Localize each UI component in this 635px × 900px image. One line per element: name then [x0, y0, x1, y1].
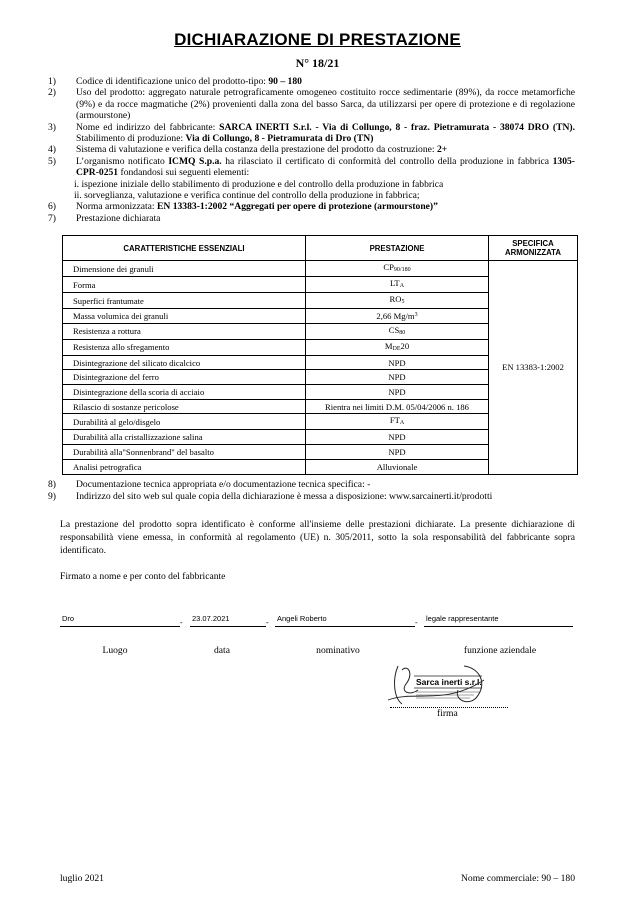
declaration-item	[60, 190, 575, 201]
item-text: fondandosi sui seguenti elementi:	[118, 167, 250, 179]
item-text: 1305-CPR-0251	[76, 155, 575, 179]
performance-subscript: 90/180	[393, 267, 411, 273]
performance-value-suffix: 20	[400, 340, 410, 351]
item-text: Stabilimento di produzione:	[76, 133, 186, 145]
performance-table	[62, 235, 578, 475]
name-field: Angeli Roberto	[275, 614, 415, 627]
performance-value: 2,66 Mg/m	[376, 311, 415, 322]
characteristic-cell: Dimensione dei granuli	[63, 261, 306, 277]
company-stamp-signature	[384, 660, 494, 708]
item-number: 4)	[48, 144, 56, 156]
signature-caption: firma	[437, 708, 458, 719]
caption-role: funzione aziendale	[463, 645, 537, 656]
role-field: legale rappresentante	[424, 614, 573, 627]
declaration-item	[48, 155, 575, 179]
table-row	[63, 261, 578, 277]
item-text: i. ispezione iniziale dello stabilimento di produzione e del controllo della produzione in fabbrica	[74, 178, 444, 190]
item-text: ha rilasciato il certificato di conformità del controllo della produzione in fabbrica	[221, 155, 553, 167]
declaration-items-2	[48, 479, 575, 503]
item-text: Uso del prodotto: aggregato naturale petrograficamente omogeneo costituito rocce sedimentarie (89%), da rocce metamorfiche (9%) e da rocce magmatiche (2%) provenienti dalla zona del basso Sarca, da utilizzarsi per opere di protezione e di regolazione (armourstone)	[76, 87, 575, 122]
place-field: Dro	[60, 614, 180, 627]
stamp-text: Sarca inerti s.r.l.	[416, 677, 482, 687]
item-number: 6)	[48, 201, 56, 213]
declaration-item	[48, 212, 575, 224]
declaration-item	[48, 76, 575, 87]
performance-cell	[306, 309, 489, 324]
performance-value: RO	[389, 294, 402, 304]
item-text: Indirizzo del sito web sul quale copia della dichiarazione è messa a disposizione: www.sarcainerti.it/prodotti	[76, 491, 493, 502]
signed-by-label: Firmato a nome e per conto del fabbricante	[60, 571, 226, 582]
characteristic-cell: Disintegrazione della scoria di acciaio	[63, 385, 306, 400]
performance-value: NPD	[388, 446, 406, 457]
document-title: DICHIARAZIONE DI PRESTAZIONE	[174, 30, 461, 49]
characteristic-cell: Superfici frantumate	[63, 293, 306, 309]
caption-place: Luogo	[102, 645, 128, 656]
header-characteristics: CARATTERISTICHE ESSENZIALI	[63, 236, 306, 261]
item-text: EN 13383-1:2002 “Aggregati per opere di protezione (armourstone)”	[156, 201, 438, 213]
declaration-number: N° 18/21	[295, 56, 340, 70]
performance-value: Rientra nei limiti D.M. 05/04/2006 n. 186	[325, 401, 469, 412]
characteristic-cell: Durabilità alla"Sonnenbrand" del basalto	[63, 445, 306, 460]
characteristic-cell: Rilascio di sostanze pericolose	[63, 399, 306, 414]
conformity-statement: La prestazione del prodotto sopra identificato è conforme all'insieme delle prestazioni dichiarate. La presente dichiarazione di responsabilità viene emessa, in conformità al regolamento (UE) n. 305/2011, sotto la sola responsabilità del fabbricante sopra identificato.	[60, 519, 575, 556]
item-text: Documentazione tecnica appropriata e/o documentazione tecnica specifica: -	[76, 479, 371, 490]
declaration-item	[48, 144, 575, 156]
separator-dash: -	[266, 618, 269, 627]
characteristic-cell: Disintegrazione del ferro	[63, 370, 306, 385]
item-text: Codice di identificazione unico del prodotto-tipo:	[76, 76, 269, 87]
declaration-item	[60, 179, 575, 190]
performance-cell	[306, 445, 489, 460]
performance-value: LT	[389, 278, 400, 288]
performance-cell	[306, 355, 489, 370]
item-number: 9)	[48, 491, 56, 502]
item-number: 7)	[48, 212, 56, 224]
declaration-item	[48, 491, 575, 503]
performance-superscript: 3	[414, 312, 418, 319]
date-field: 23.07.2021	[190, 614, 266, 627]
item-text: Nome ed indirizzo del fabbricante:	[76, 121, 220, 133]
item-number: 8)	[48, 479, 56, 490]
separator-dash: -	[180, 618, 183, 627]
item-number: 5)	[48, 155, 56, 167]
performance-subscript: 5	[401, 299, 405, 305]
performance-cell	[306, 261, 489, 277]
characteristic-cell: Disintegrazione del silicato dicalcico	[63, 355, 306, 370]
performance-cell	[306, 339, 489, 355]
item-text: Norma armonizzata:	[76, 201, 157, 213]
performance-subscript: 80	[399, 329, 406, 336]
item-number: 3)	[48, 121, 56, 133]
performance-cell	[306, 399, 489, 414]
characteristic-cell: Analisi petrografica	[63, 459, 306, 474]
specification-cell: EN 13383-1:2002	[489, 261, 578, 475]
performance-cell	[306, 430, 489, 445]
caption-date: data	[214, 645, 230, 656]
characteristic-cell: Durabilità alla cristallizzazione salina	[63, 430, 306, 445]
performance-subscript: DE	[392, 345, 401, 352]
item-number: 2)	[48, 87, 56, 99]
performance-value: CP	[383, 262, 394, 272]
characteristic-cell: Resistenza allo sfregamento	[63, 339, 306, 355]
performance-subscript: A	[399, 283, 405, 289]
performance-cell	[306, 459, 489, 474]
characteristic-cell: Resistenza a rottura	[63, 323, 306, 339]
characteristic-cell: Forma	[63, 277, 306, 293]
separator-dash: -	[415, 618, 418, 627]
performance-value: NPD	[388, 432, 406, 443]
performance-subscript: A	[399, 420, 405, 427]
item-text: Sistema di valutazione e verifica della costanza della prestazione del prodotto da costruzione:	[76, 144, 437, 156]
performance-value: FT	[389, 415, 400, 426]
footer-date: luglio 2021	[60, 873, 104, 884]
footer-trade-name: Nome commerciale: 90 – 180	[460, 873, 575, 884]
performance-cell	[306, 293, 489, 309]
performance-value: NPD	[388, 357, 406, 368]
header-performance: PRESTAZIONE	[306, 236, 489, 261]
characteristic-cell: Durabilità al gelo/disgelo	[63, 414, 306, 430]
declaration-item	[48, 87, 575, 122]
performance-cell	[306, 277, 489, 293]
performance-value: NPD	[388, 386, 406, 397]
table-body	[63, 261, 578, 475]
declaration-items	[48, 76, 575, 224]
performance-cell	[306, 370, 489, 385]
item-text: SARCA INERTI S.r.l. - Via di Collungo, 8 - fraz. Pietramurata - 38074 DRO (TN).	[219, 121, 575, 133]
declaration-item	[48, 201, 575, 213]
performance-cell	[306, 414, 489, 430]
item-text: Via di Collungo, 8 - Pietramurata di Dro (TN)	[185, 133, 374, 145]
item-text: ICMQ S.p.a.	[168, 155, 222, 167]
item-number: 1)	[48, 76, 56, 87]
performance-value: M	[384, 340, 393, 351]
performance-value: NPD	[388, 372, 406, 383]
header-specification: SPECIFICA ARMONIZZATA	[489, 236, 578, 261]
performance-value: Alluvionale	[376, 461, 418, 472]
performance-cell	[306, 323, 489, 339]
performance-cell	[306, 385, 489, 400]
item-text: Prestazione dichiarata	[76, 212, 161, 224]
item-text: 90 – 180	[268, 76, 302, 87]
table-header-row	[63, 236, 578, 261]
item-text: 2+	[436, 144, 448, 156]
caption-name: nominativo	[316, 645, 360, 656]
characteristic-cell: Massa volumica dei granuli	[63, 309, 306, 324]
item-text: ii. sorveglianza, valutazione e verifica continue del controllo della produzione in fabbrica;	[74, 190, 420, 202]
declaration-item	[48, 121, 575, 145]
item-text: L’organismo notificato	[76, 155, 169, 167]
declaration-item	[48, 479, 575, 491]
performance-value: CS	[388, 324, 400, 335]
